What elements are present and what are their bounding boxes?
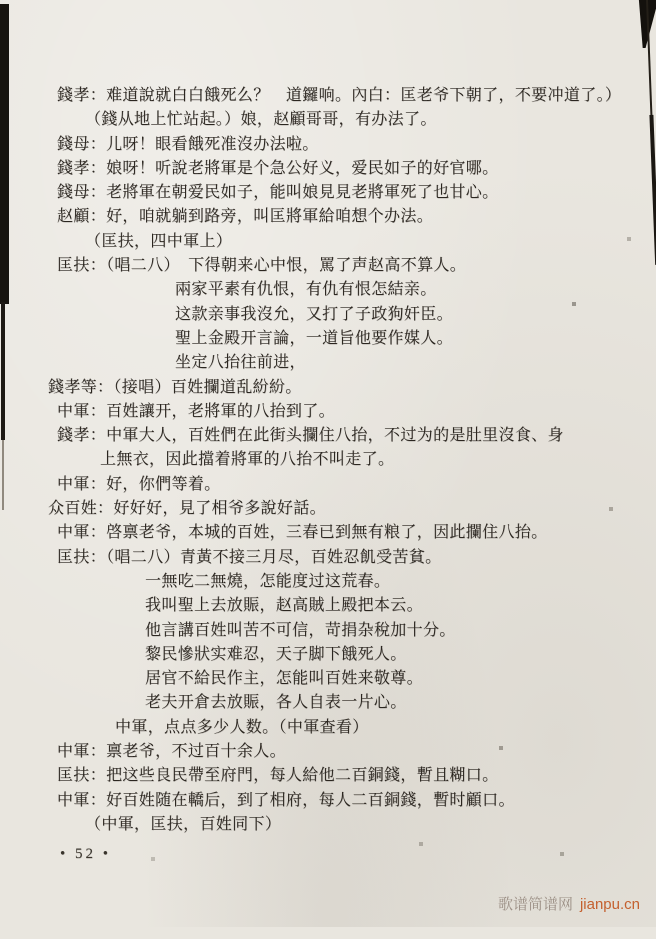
dialogue-text: 好，咱就躺到路旁，叫匡將軍給咱想个办法。	[106, 208, 434, 226]
script-line	[57, 205, 632, 229]
script-line	[48, 497, 632, 521]
dialogue-text: （唱二八）青黃不接三月尽，百姓忍飢受苦貧。	[106, 548, 442, 566]
script-line	[57, 181, 632, 205]
script-line	[57, 400, 632, 424]
dialogue-text: 黎民慘狀实难忍，天子脚下餓死人。	[145, 645, 407, 663]
script-line	[57, 643, 632, 667]
script-line	[57, 448, 632, 472]
dialogue-text: 啓禀老爷，本城的百姓，三春已到無有粮了，因此攔住八抬。	[106, 524, 548, 542]
script-line	[57, 157, 632, 181]
speaker-label: 錢孝：	[57, 159, 107, 177]
speaker-label: 中軍：	[57, 743, 107, 761]
dialogue-text: 聖上金殿开言論，一道旨他要作媒人。	[175, 329, 453, 347]
script-line	[57, 691, 632, 715]
scan-edge-artifact-left	[0, 4, 9, 304]
script-line	[57, 594, 632, 618]
script-line	[57, 351, 632, 375]
watermark-site-name: 歌谱简谱网	[497, 896, 573, 913]
dialogue-text: 好百姓随在轎后，到了相府，每人二百銅錢，暫时顧口。	[106, 791, 515, 809]
dialogue-text: 百姓讓开，老將軍的八抬到了。	[106, 402, 335, 420]
speaker-label: 錢母：	[57, 135, 107, 153]
dialogue-text: 禀老爷，不过百十余人。	[106, 743, 286, 761]
script-line	[57, 473, 632, 497]
script-line	[57, 133, 632, 157]
scan-edge-artifact-left-faint	[2, 440, 4, 510]
dialogue-text: 我叫聖上去放賑，赵高賊上殿把本云。	[145, 597, 423, 615]
scan-noise-specks	[0, 0, 2, 2]
script-line	[57, 740, 632, 764]
speaker-label: 中軍：	[57, 524, 107, 542]
script-line	[57, 570, 632, 594]
dialogue-text: （中軍，匡扶，百姓同下）	[85, 815, 282, 833]
script-line	[57, 521, 632, 545]
script-line	[57, 108, 632, 132]
scan-edge-artifact-left-thin	[1, 302, 5, 440]
dialogue-text: 把这些良民帶至府門，每人給他二百銅錢，暫且糊口。	[106, 767, 499, 785]
script-line	[57, 813, 632, 837]
speaker-label: 錢母：	[57, 184, 107, 202]
speaker-label: 中軍：	[57, 402, 107, 420]
script-line	[57, 789, 632, 813]
speaker-label: 匡扶：	[57, 767, 107, 785]
speaker-label: 錢孝：	[57, 427, 107, 445]
dialogue-text: 上無衣，因此擋着將軍的八抬不叫走了。	[100, 451, 395, 469]
dialogue-text: 中軍大人，百姓們在此街头攔住八抬，不过为的是肚里沒食、身	[106, 427, 564, 445]
script-line	[57, 619, 632, 643]
dialogue-text: 娘呀！听說老將軍是个急公好义，爱民如子的好官哪。	[106, 159, 499, 177]
dialogue-text: （唱二八） 下得朝来心中恨，罵了声赵高不算人。	[106, 257, 467, 275]
script-line	[57, 424, 632, 448]
dialogue-text: 中軍，点点多少人数。（中軍查看）	[115, 718, 369, 736]
dialogue-text: 儿呀！眼看餓死准沒办法啦。	[106, 135, 319, 153]
script-line	[48, 376, 632, 400]
script-line	[57, 546, 632, 570]
watermark-site-url: jianpu.cn	[579, 896, 640, 913]
dialogue-text: （接唱）百姓攔道乱紛紛。	[113, 378, 302, 396]
speaker-label: 匡扶：	[57, 548, 107, 566]
dialogue-text: 好好好，見了相爷多說好話。	[113, 500, 326, 518]
dialogue-text: 他言講百姓叫苦不可信，苛捐杂稅加十分。	[145, 621, 456, 639]
script-line	[57, 327, 632, 351]
script-line	[57, 230, 632, 254]
speaker-label: 中軍：	[57, 791, 107, 809]
dialogue-text: 坐定八抬往前进，	[175, 354, 306, 372]
dialogue-text: 兩家平素有仇恨，有仇有恨怎結亲。	[175, 281, 437, 299]
speaker-label: 中軍：	[57, 475, 107, 493]
dialogue-text: （匡扶，四中軍上）	[85, 232, 233, 250]
dialogue-text: 居官不給民作主，怎能叫百姓来敬尊。	[145, 670, 423, 688]
script-line	[57, 254, 632, 278]
dialogue-text: 这款亲事我沒允，又打了子政狗奸臣。	[175, 305, 453, 323]
speaker-label: 錢孝：	[57, 87, 107, 104]
script-line	[57, 716, 632, 740]
dialogue-text: 好，你們等着。	[106, 475, 221, 493]
speaker-label: 赵顧：	[57, 208, 107, 226]
script-line	[57, 764, 632, 788]
script-line	[57, 278, 632, 302]
speaker-label: 众百姓：	[48, 500, 114, 518]
speaker-label: 錢孝等：	[48, 378, 114, 396]
dialogue-text: 一無吃二無燒，怎能度过这荒春。	[145, 572, 391, 590]
dialogue-text: （錢从地上忙站起。）娘，赵顧哥哥，有办法了。	[85, 111, 437, 129]
script-line	[57, 667, 632, 691]
dialogue-text: 老將軍在朝爱民如子，能叫娘見見老將軍死了也甘心。	[106, 184, 499, 202]
page-number: • 52 •	[60, 846, 112, 862]
script-lines	[48, 84, 632, 837]
dialogue-text: 老夫开倉去放賑，各人自表一片心。	[145, 694, 407, 712]
watermark	[498, 893, 640, 914]
script-line	[57, 84, 632, 108]
dialogue-text: 难道說就白白餓死么？ 道鑼响。內白：匡老爷下朝了，不要冲道了。）	[106, 87, 622, 104]
script-line	[57, 303, 632, 327]
speaker-label: 匡扶：	[57, 257, 107, 275]
